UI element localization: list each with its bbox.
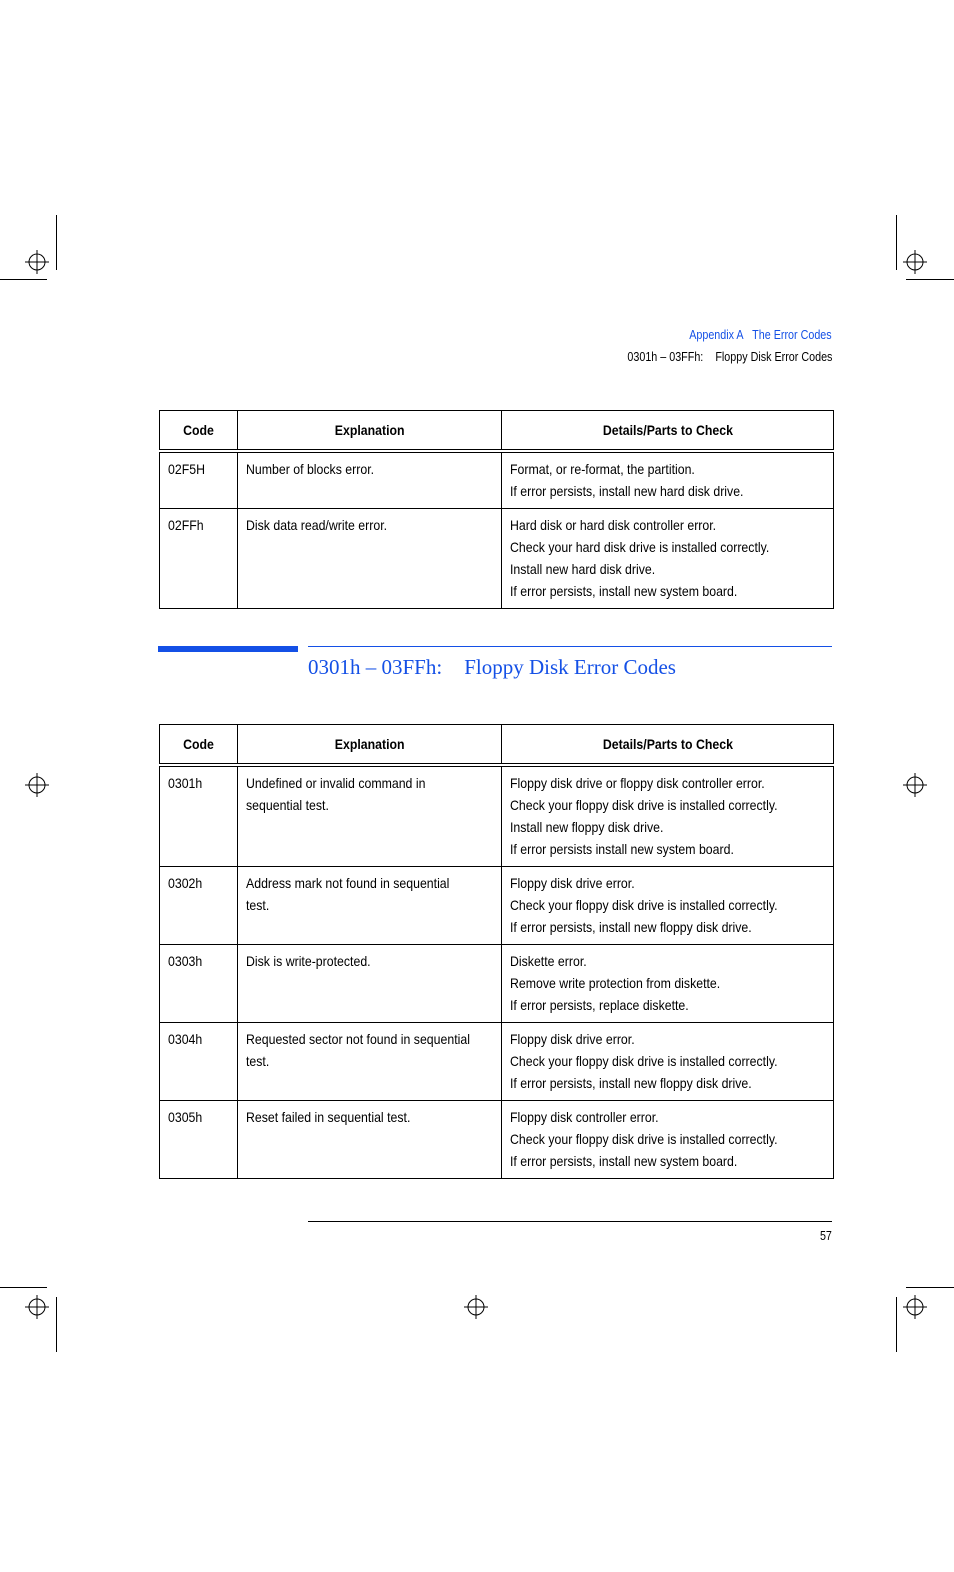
details-line: If error persists, replace diskette. — [510, 997, 689, 1013]
explanation-line: Requested sector not found in sequential — [246, 1031, 470, 1047]
crop-line-bottom-left-horizontal — [0, 1287, 47, 1288]
details-line: If error persists, install new floppy disk drive. — [510, 919, 752, 935]
details-line: Install new floppy disk drive. — [510, 819, 664, 835]
details-line: If error persists, install new system board. — [510, 583, 738, 599]
explanation-cell — [238, 867, 502, 945]
error-code-cell — [160, 765, 238, 867]
column-header-details: Details/Parts to Check — [502, 725, 834, 766]
table-header-row — [160, 725, 834, 766]
crop-line-bottom-left-vertical — [56, 1297, 57, 1352]
running-header-chapter — [690, 328, 832, 342]
column-header-explanation: Explanation — [238, 411, 502, 452]
details-line: If error persists, install new system board. — [510, 1153, 738, 1169]
details-cell — [502, 1023, 834, 1101]
crop-line-top-right-vertical — [896, 215, 897, 270]
details-line: Floppy disk controller error. — [510, 1109, 659, 1125]
column-header-explanation: Explanation — [238, 725, 502, 766]
section-rule — [308, 646, 832, 647]
explanation-cell — [238, 765, 502, 867]
header-range: 0301h – 03FFh: — [626, 350, 703, 364]
registration-mark-top-right-icon — [903, 250, 927, 274]
error-code-cell — [160, 509, 238, 609]
crop-line-top-right-horizontal — [906, 279, 954, 280]
error-code-cell — [160, 945, 238, 1023]
column-header-details: Details/Parts to Check — [502, 411, 834, 452]
error-table-floppy-disk — [159, 724, 834, 1179]
explanation-line: sequential test. — [246, 797, 329, 813]
page-number: 57 — [820, 1229, 832, 1243]
details-cell — [502, 867, 834, 945]
running-header-section — [627, 350, 832, 364]
details-line: Floppy disk drive error. — [510, 875, 635, 891]
error-code: 02F5H — [168, 461, 205, 477]
details-line: Floppy disk drive error. — [510, 1031, 635, 1047]
details-line: Check your hard disk drive is installed correctly. — [510, 539, 770, 555]
explanation-line: Number of blocks error. — [246, 461, 375, 477]
column-header-code: Code — [160, 725, 238, 766]
table-row — [160, 1023, 834, 1101]
explanation-cell — [238, 1023, 502, 1101]
details-line: Diskette error. — [510, 953, 587, 969]
crop-line-bottom-right-vertical — [896, 1297, 897, 1352]
explanation-line: Reset failed in sequential test. — [246, 1109, 411, 1125]
table-row — [160, 451, 834, 509]
details-line: Remove write protection from diskette. — [510, 975, 721, 991]
explanation-cell — [238, 945, 502, 1023]
error-code: 0304h — [168, 1031, 203, 1047]
explanation-line: Undefined or invalid command in — [246, 775, 426, 791]
explanation-cell — [238, 509, 502, 609]
explanation-line: Disk data read/write error. — [246, 517, 388, 533]
details-cell — [502, 509, 834, 609]
table-row — [160, 509, 834, 609]
section-accent-bar — [158, 646, 298, 652]
error-code-cell — [160, 1101, 238, 1179]
details-line: Check your floppy disk drive is installed correctly. — [510, 897, 778, 913]
explanation-line: Disk is write-protected. — [246, 953, 371, 969]
details-line: Check your floppy disk drive is installed correctly. — [510, 1053, 778, 1069]
error-code: 0302h — [168, 875, 203, 891]
details-line: Floppy disk drive or floppy disk controller error. — [510, 775, 765, 791]
header-appendix: Appendix A — [689, 328, 744, 342]
details-line: Check your floppy disk drive is installed correctly. — [510, 1131, 778, 1147]
error-code: 0301h — [168, 775, 203, 791]
registration-mark-mid-right-icon — [903, 773, 927, 797]
registration-mark-bottom-center-icon — [464, 1295, 488, 1319]
header-section: Floppy Disk Error Codes — [714, 350, 832, 364]
explanation-line: test. — [246, 1053, 270, 1069]
error-code: 0305h — [168, 1109, 203, 1125]
details-cell — [502, 1101, 834, 1179]
column-header-code: Code — [160, 411, 238, 452]
error-code-cell — [160, 451, 238, 509]
details-line: If error persists install new system board. — [510, 841, 734, 857]
details-cell — [502, 945, 834, 1023]
explanation-cell — [238, 451, 502, 509]
table-header-row — [160, 411, 834, 452]
details-line: If error persists, install new floppy disk drive. — [510, 1075, 752, 1091]
table-row — [160, 945, 834, 1023]
details-line: Format, or re-format, the partition. — [510, 461, 695, 477]
table-row — [160, 867, 834, 945]
details-line: Install new hard disk drive. — [510, 561, 656, 577]
registration-mark-top-left-icon — [25, 250, 49, 274]
crop-line-bottom-right-horizontal — [906, 1287, 954, 1288]
section-heading-title: Floppy Disk Error Codes — [464, 655, 676, 679]
error-code: 0303h — [168, 953, 203, 969]
table-row — [160, 765, 834, 867]
details-line: Hard disk or hard disk controller error. — [510, 517, 717, 533]
section-heading-range: 0301h – 03FFh: — [308, 655, 443, 679]
table-row — [160, 1101, 834, 1179]
registration-mark-bottom-left-icon — [25, 1295, 49, 1319]
section-heading — [308, 655, 676, 680]
crop-line-top-left-horizontal — [0, 279, 47, 280]
details-line: Check your floppy disk drive is installed correctly. — [510, 797, 778, 813]
footer-rule — [308, 1221, 832, 1222]
registration-mark-mid-left-icon — [25, 773, 49, 797]
details-cell — [502, 451, 834, 509]
error-table-hard-disk — [159, 410, 834, 609]
explanation-line: test. — [246, 897, 270, 913]
crop-line-top-left-vertical — [56, 215, 57, 270]
error-code-cell — [160, 1023, 238, 1101]
header-chapter: The Error Codes — [752, 328, 832, 342]
registration-mark-bottom-right-icon — [903, 1295, 927, 1319]
explanation-cell — [238, 1101, 502, 1179]
explanation-line: Address mark not found in sequential — [246, 875, 450, 891]
details-cell — [502, 765, 834, 867]
error-code: 02FFh — [168, 517, 204, 533]
details-line: If error persists, install new hard disk drive. — [510, 483, 744, 499]
error-code-cell — [160, 867, 238, 945]
